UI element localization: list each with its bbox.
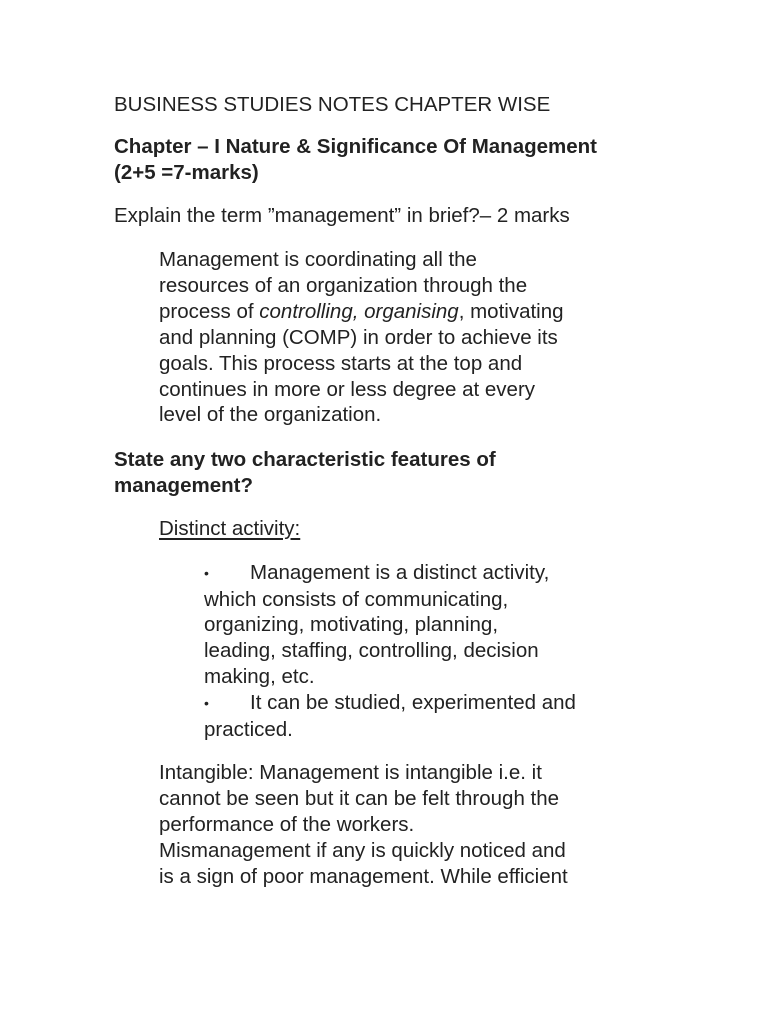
answer-text: , motivating: [458, 299, 564, 323]
answer-line: level of the organization.: [159, 403, 382, 427]
paragraph-line: performance of the workers.: [159, 812, 415, 836]
chapter-marks: (2+5 =7-marks): [114, 161, 259, 184]
list-item: [204, 690, 624, 742]
bullet-icon: •: [204, 564, 209, 581]
answer-line: Management is coordinating all the: [159, 248, 477, 271]
question-characteristic-features: [114, 447, 554, 499]
subheading-distinct-activity: Distinct activity:: [159, 517, 301, 540]
answer-line: [159, 299, 619, 325]
paragraph-line: Mismanagement if any is quickly noticed and: [159, 838, 566, 862]
paragraph-line: cannot be seen but it can be felt through the: [159, 786, 560, 810]
bullet-text: which consists of communicating,: [204, 587, 509, 611]
question-management-term: Explain the term ”management” in brief?– 2 marks: [114, 204, 570, 227]
bullet-text: making, etc.: [204, 665, 315, 689]
bullet-text: organizing, motivating, planning,: [204, 613, 499, 637]
bullet-list: [204, 560, 624, 743]
answer-line: resources of an organization through the: [159, 273, 528, 297]
paragraph-line: is a sign of poor management. While efficient: [159, 864, 568, 888]
bullet-text: It can be studied, experimented and: [250, 691, 576, 715]
answer-text: process of: [159, 299, 260, 323]
document-title: BUSINESS STUDIES NOTES CHAPTER WISE: [114, 93, 551, 116]
bullet-text: Management is a distinct activity,: [250, 561, 550, 584]
paragraph-intangible: [159, 760, 619, 890]
bullet-text: leading, staffing, controlling, decision: [204, 639, 539, 663]
answer-management-definition: [159, 247, 619, 428]
paragraph-line: Intangible: Management is intangible i.e. it: [159, 761, 542, 784]
bullet-text: practiced.: [204, 717, 293, 741]
question-line: management?: [114, 474, 253, 497]
answer-line: goals. This process starts at the top and: [159, 351, 523, 375]
bullet-icon: •: [204, 694, 209, 711]
answer-line: and planning (COMP) in order to achieve its: [159, 325, 558, 349]
answer-italic-text: controlling, organising: [259, 299, 459, 323]
chapter-heading-line: Chapter – I Nature & Significance Of Management: [114, 135, 597, 158]
chapter-heading: [114, 134, 674, 186]
answer-line: continues in more or less degree at every: [159, 377, 536, 401]
question-line: State any two characteristic features of: [114, 448, 496, 471]
list-item: [204, 560, 624, 690]
